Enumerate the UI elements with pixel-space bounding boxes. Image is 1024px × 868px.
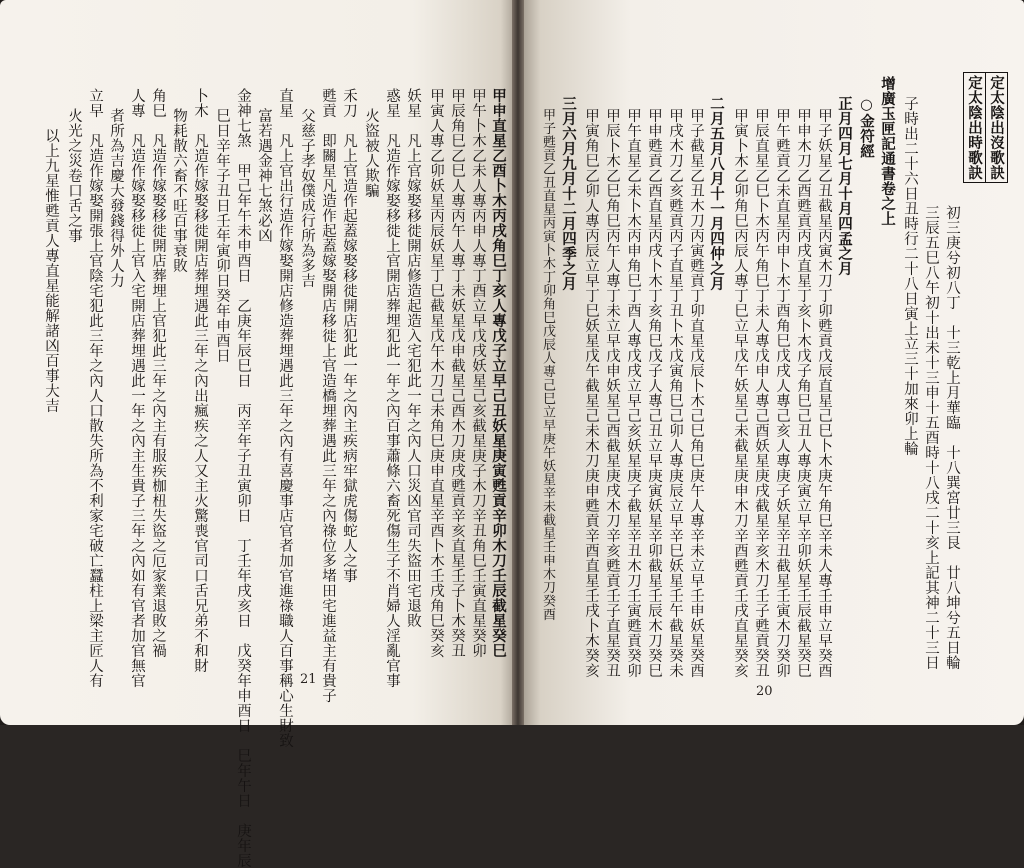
text-column: 卜木 凡造作嫁娶移徙開店葬埋遇此三年之內出瘋疾之人又主火驚喪官司口舌兄弟不和財 — [192, 88, 208, 673]
month-heading: 三月六月九月十二月四季之月 — [560, 96, 577, 291]
heading-verse: 三辰五巳八午初十出未十三申十五酉時十八戌二十亥上記其神二十三日 — [923, 205, 939, 670]
text-column: 妖星 凡上官嫁娶移徙開店修造起造入宅犯此一年之內人口災凶官司失盜田宅退敗 — [405, 88, 421, 628]
text-column: 甲寅卜木乙卯角巳丙辰人專丁巳立早戊午妖星己未截星庚申木刀辛酉甦貢壬戌直星癸亥 — [732, 108, 748, 678]
text-column: 人專 凡造作嫁娶移徙上官入宅開店葬埋遇此一年之內主生貴子三年之內如有官者加官無官 — [129, 88, 145, 688]
text-column: 甲子甦貢乙丑直星丙寅卜木丁卯角巳戊辰人專己巳立早庚午妖星辛未截星壬申木刀癸酉 — [540, 108, 555, 621]
text-column: 甲子截星乙丑木刀丙寅甦貢丁卯直星戊辰卜木己巳角巳庚午人專辛未立早壬申妖星癸酉 — [688, 108, 704, 678]
text-column: 甲辰角巳乙巳人專丙午人專丁未妖星戊申截星己酉木刀庚戌甦貢辛亥直星壬子卜木癸丑 — [449, 88, 465, 658]
book-gutter — [512, 0, 524, 725]
text-column: 甲申直星乙酉卜木丙戌角巳丁亥人專戊子立早己丑妖星庚寅甦貢辛卯木刀壬辰截星癸巳 — [490, 88, 507, 658]
text-column: 甲子妖星乙丑截星丙寅木刀丁卯甦貢戊辰直星己巳卜木庚午角巳辛未人專壬申立早癸酉 — [816, 108, 832, 678]
text-column: 者所為吉慶大發錢得外人力 — [108, 108, 124, 288]
text-column: 甲辰直星乙巳卜木丙午角巳丁未人專戊申人專己酉妖星庚戌截星辛亥木刀壬子甦貢癸丑 — [753, 108, 769, 678]
section-title: ○金符經 — [858, 96, 875, 159]
text-column: 富若遇金神七煞必凶 — [256, 108, 272, 243]
page-number: 20 — [756, 684, 773, 699]
heading-verse: 初三庚兮初八丁 十三乾上月華臨 十八巽宮廿三艮 廿八坤兮五日輪 — [944, 205, 960, 670]
text-column: 惑星 凡造作嫁娶移徙上官開店葬埋犯此一年之內百事蕭條六畜死傷生子不肖婦人淫亂官事 — [384, 88, 400, 688]
heading-box: 定太陰出沒歌訣 — [985, 72, 1008, 183]
text-column: 巳日辛年子丑日壬年寅卯日癸年申酉日 — [214, 108, 230, 363]
book-title: 增廣玉匣記通書卷之上 — [879, 76, 896, 226]
text-column: 物耗散六畜不旺百事衰敗 — [171, 108, 187, 273]
text-column: 立早 凡造作嫁娶開張上官陰宅犯此三年之內人口散失所為不利家宅破亡蠶柱上梁主匠人有 — [87, 88, 103, 688]
text-column: 甦貢 即關星凡造作起蓋嫁娶開店移徙上官造橋埋葬遇此三年之內祿位多堵田宅進益主有貴子 — [320, 88, 336, 703]
text-column: 甲申木刀乙酉甦貢丙戌直星丁亥卜木戊子角巳己丑人專庚寅立早辛卯妖星壬辰截星癸巳 — [795, 108, 811, 678]
text-column: 直星 凡上官出行造作嫁娶開店修造葬埋遇此三年之內有喜慶事店官者加官進祿職人百事稱心生財致 — [277, 88, 293, 748]
text-column: 以上九星惟甦貢人專直星能解諸凶百事大吉 — [43, 128, 59, 413]
text-column: 角巳 凡造作嫁娶移徙開店葬埋上官犯此三年之內主有服疾枷杻失盜之厄家業退敗之禍 — [150, 88, 166, 658]
text-column: 父慈子孝奴僕成行所為多吉 — [299, 108, 315, 288]
month-heading: 正月四月七月十月四孟之月 — [836, 96, 853, 276]
heading-verse: 子時出二十六日丑時行二十八日寅上立三十加來卯上輪 — [902, 96, 918, 456]
text-column: 火盜被人欺騙 — [363, 108, 379, 198]
text-column: 甲辰卜木乙巳角巳丙午人專丁未立早戊申妖星己酉截星庚戌木刀辛亥甦貢壬子直星癸丑 — [604, 108, 620, 678]
text-column: 甲寅人專乙卯妖星丙辰妖星丁巳截星戊午木刀己未角巳庚申直星辛酉卜木壬戌角巳癸亥 — [428, 88, 444, 658]
text-column: 金神七煞 甲己年午未申酉日 乙庚年辰巳日 丙辛年子丑寅卯日 丁壬年戌亥日 戊癸年申酉日 巳年午日 庚年辰 — [235, 88, 251, 868]
text-column: 禾刀 凡上官造作起蓋嫁娶移徙開店犯此一年之內主疾病牢獄虎傷蛇人之事 — [341, 88, 357, 583]
page-number: 21 — [300, 672, 317, 687]
text-column: 甲午直星乙未卜木丙申角巳丁酉人專戊戌立早己亥妖星庚子截星辛丑木刀壬寅甦貢癸卯 — [625, 108, 641, 678]
text-column: 火光之災卷口舌之事 — [66, 108, 82, 243]
text-column: 甲戌木刀乙亥甦貢丙子直星丁丑卜木戊寅角巳己卯人專庚辰立早辛巳妖星壬午截星癸未 — [667, 108, 683, 678]
text-column: 甲午卜木乙未人專丙申人專丁酉立早戊戌妖星己亥截星庚子木刀辛丑角巳壬寅直星癸卯 — [470, 88, 486, 658]
text-column: 甲午甦貢乙未直星丙申卜木丁酉角巳戊戌人專己亥人專庚子妖星辛丑截星壬寅木刀癸卯 — [774, 108, 790, 678]
text-column: 甲寅角巳乙卯人專丙辰立早丁巳妖星戊午截星己未木刀庚申甦貢辛酉直星壬戌卜木癸亥 — [583, 108, 599, 678]
heading-box: 定太陰出時歌訣 — [963, 72, 986, 183]
month-heading: 二月五月八月十一月四仲之月 — [708, 96, 725, 291]
text-column: 甲申甦貢乙酉直星丙戌卜木丁亥角巳戊子人專己丑立早庚寅妖星辛卯截星壬辰木刀癸巳 — [646, 108, 662, 678]
